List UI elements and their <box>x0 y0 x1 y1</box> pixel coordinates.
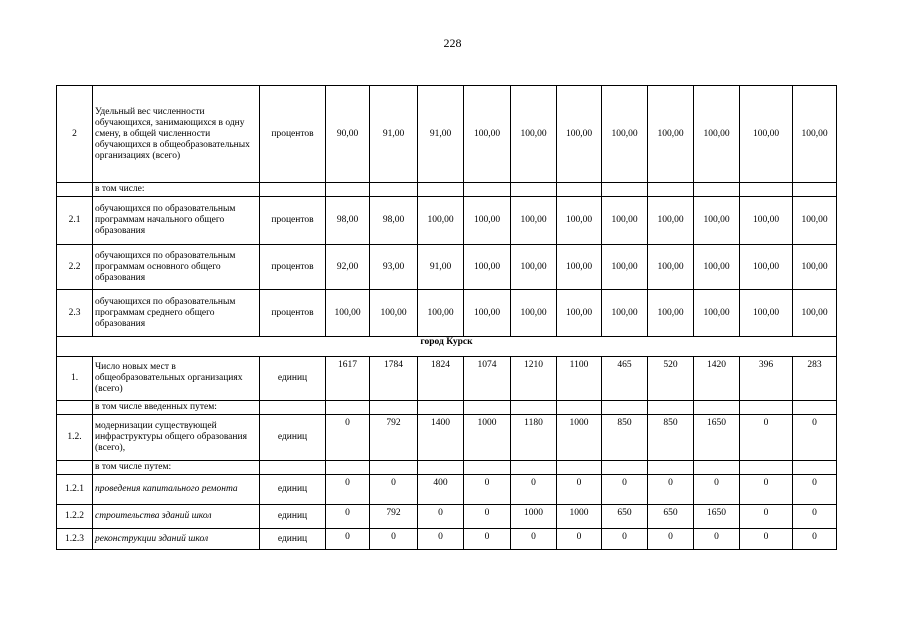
value-cell: 100,00 <box>370 290 418 337</box>
value-cell: 0 <box>418 505 464 529</box>
table-row <box>57 86 837 183</box>
value-cell: 465 <box>602 357 648 401</box>
value-cell: 100,00 <box>648 245 694 290</box>
value-cell <box>694 461 740 475</box>
value-cell: 0 <box>370 475 418 505</box>
row-number: 1.2. <box>57 415 93 461</box>
row-unit: процентов <box>260 290 326 337</box>
value-cell <box>511 183 557 197</box>
row-unit <box>260 401 326 415</box>
table-row <box>57 505 837 529</box>
value-cell <box>740 183 793 197</box>
table-row <box>57 415 837 461</box>
value-cell <box>326 183 370 197</box>
value-cell <box>740 401 793 415</box>
value-cell: 100,00 <box>464 290 511 337</box>
value-cell: 100,00 <box>511 86 557 183</box>
value-cell: 0 <box>418 529 464 550</box>
row-unit: процентов <box>260 245 326 290</box>
row-unit <box>260 183 326 197</box>
value-cell: 0 <box>557 529 602 550</box>
value-cell <box>370 401 418 415</box>
row-description: обучающихся по образовательным программам среднего общего образования <box>93 290 260 337</box>
value-cell: 0 <box>326 415 370 461</box>
row-description: Удельный вес численности обучающихся, занимающихся в одну смену, в общей численности обучающихся в общеобразовательных организациях (всего) <box>93 86 260 183</box>
value-cell <box>557 401 602 415</box>
value-cell: 0 <box>793 475 837 505</box>
page-number: 228 <box>443 36 462 50</box>
value-cell: 1000 <box>557 505 602 529</box>
value-cell: 100,00 <box>511 197 557 245</box>
value-cell: 792 <box>370 505 418 529</box>
table-row <box>57 461 837 475</box>
value-cell: 100,00 <box>557 197 602 245</box>
table-row <box>57 245 837 290</box>
value-cell <box>694 183 740 197</box>
value-cell: 0 <box>464 505 511 529</box>
value-cell <box>464 183 511 197</box>
value-cell: 100,00 <box>418 290 464 337</box>
value-cell: 100,00 <box>464 245 511 290</box>
value-cell: 100,00 <box>793 197 837 245</box>
value-cell: 1000 <box>511 505 557 529</box>
value-cell: 520 <box>648 357 694 401</box>
table-row <box>57 290 837 337</box>
value-cell <box>418 401 464 415</box>
value-cell: 0 <box>370 529 418 550</box>
value-cell: 0 <box>648 475 694 505</box>
value-cell: 100,00 <box>557 245 602 290</box>
value-cell: 100,00 <box>464 86 511 183</box>
value-cell: 100,00 <box>464 197 511 245</box>
value-cell: 0 <box>326 529 370 550</box>
row-description: в том числе: <box>93 183 260 197</box>
value-cell: 0 <box>464 529 511 550</box>
row-number: 2 <box>57 86 93 183</box>
value-cell <box>793 183 837 197</box>
value-cell: 0 <box>793 529 837 550</box>
value-cell: 850 <box>648 415 694 461</box>
row-number: 2.1 <box>57 197 93 245</box>
value-cell <box>740 461 793 475</box>
value-cell: 100,00 <box>602 290 648 337</box>
value-cell: 100,00 <box>694 86 740 183</box>
row-number: 1.2.3 <box>57 529 93 550</box>
value-cell: 0 <box>648 529 694 550</box>
value-cell <box>326 461 370 475</box>
row-description: Число новых мест в общеобразовательных организациях (всего) <box>93 357 260 401</box>
value-cell: 0 <box>740 505 793 529</box>
value-cell <box>511 461 557 475</box>
row-number: 1. <box>57 357 93 401</box>
value-cell: 100,00 <box>557 290 602 337</box>
value-cell: 100,00 <box>418 197 464 245</box>
value-cell: 792 <box>370 415 418 461</box>
value-cell <box>557 461 602 475</box>
value-cell: 0 <box>557 475 602 505</box>
row-unit: единиц <box>260 357 326 401</box>
row-number: 1.2.1 <box>57 475 93 505</box>
value-cell: 400 <box>418 475 464 505</box>
data-table <box>56 85 837 550</box>
value-cell: 1650 <box>694 415 740 461</box>
value-cell: 100,00 <box>694 290 740 337</box>
row-unit: единиц <box>260 415 326 461</box>
value-cell <box>370 183 418 197</box>
row-unit: единиц <box>260 475 326 505</box>
value-cell: 100,00 <box>793 290 837 337</box>
value-cell: 0 <box>326 475 370 505</box>
value-cell: 1210 <box>511 357 557 401</box>
value-cell <box>694 401 740 415</box>
table-row <box>57 183 837 197</box>
value-cell: 1824 <box>418 357 464 401</box>
row-unit: единиц <box>260 529 326 550</box>
value-cell: 100,00 <box>602 197 648 245</box>
value-cell: 0 <box>602 475 648 505</box>
value-cell: 100,00 <box>740 245 793 290</box>
value-cell: 0 <box>602 529 648 550</box>
value-cell: 0 <box>740 475 793 505</box>
value-cell <box>370 461 418 475</box>
value-cell <box>648 461 694 475</box>
value-cell: 1784 <box>370 357 418 401</box>
value-cell: 1420 <box>694 357 740 401</box>
row-description: проведения капитального ремонта <box>93 475 260 505</box>
value-cell: 91,00 <box>418 245 464 290</box>
row-unit: процентов <box>260 86 326 183</box>
value-cell <box>418 461 464 475</box>
row-description: строительства зданий школ <box>93 505 260 529</box>
city-header: город Курск <box>57 337 837 357</box>
row-description: обучающихся по образовательным программам начального общего образования <box>93 197 260 245</box>
value-cell: 0 <box>694 475 740 505</box>
value-cell <box>793 461 837 475</box>
row-description: модернизации существующей инфраструктуры общего образования (всего), <box>93 415 260 461</box>
value-cell: 100,00 <box>793 245 837 290</box>
value-cell: 100,00 <box>648 86 694 183</box>
row-unit <box>260 461 326 475</box>
value-cell <box>326 401 370 415</box>
value-cell: 100,00 <box>694 245 740 290</box>
row-number: 1.2.2 <box>57 505 93 529</box>
value-cell: 100,00 <box>648 197 694 245</box>
value-cell: 1000 <box>464 415 511 461</box>
value-cell: 93,00 <box>370 245 418 290</box>
value-cell: 100,00 <box>694 197 740 245</box>
value-cell: 0 <box>740 415 793 461</box>
value-cell: 0 <box>793 505 837 529</box>
value-cell: 0 <box>511 529 557 550</box>
value-cell <box>793 401 837 415</box>
value-cell: 100,00 <box>326 290 370 337</box>
value-cell: 650 <box>648 505 694 529</box>
value-cell: 91,00 <box>370 86 418 183</box>
value-cell: 0 <box>740 529 793 550</box>
value-cell: 1100 <box>557 357 602 401</box>
value-cell: 283 <box>793 357 837 401</box>
row-description: в том числе введенных путем: <box>93 401 260 415</box>
value-cell <box>602 461 648 475</box>
value-cell: 396 <box>740 357 793 401</box>
value-cell <box>511 401 557 415</box>
value-cell: 850 <box>602 415 648 461</box>
value-cell: 98,00 <box>370 197 418 245</box>
value-cell: 91,00 <box>418 86 464 183</box>
row-description: реконструкции зданий школ <box>93 529 260 550</box>
value-cell <box>602 183 648 197</box>
value-cell: 0 <box>793 415 837 461</box>
section-header-row <box>57 337 837 357</box>
value-cell: 0 <box>326 505 370 529</box>
value-cell: 100,00 <box>557 86 602 183</box>
table-row <box>57 529 837 550</box>
value-cell <box>648 401 694 415</box>
value-cell: 650 <box>602 505 648 529</box>
value-cell: 100,00 <box>740 86 793 183</box>
table-row <box>57 401 837 415</box>
row-number: 2.3 <box>57 290 93 337</box>
row-description: обучающихся по образовательным программам основного общего образования <box>93 245 260 290</box>
value-cell: 100,00 <box>648 290 694 337</box>
value-cell <box>602 401 648 415</box>
value-cell: 92,00 <box>326 245 370 290</box>
row-unit: единиц <box>260 505 326 529</box>
value-cell: 100,00 <box>511 290 557 337</box>
value-cell: 100,00 <box>602 245 648 290</box>
row-number: 2.2 <box>57 245 93 290</box>
row-number <box>57 401 93 415</box>
value-cell <box>648 183 694 197</box>
value-cell: 100,00 <box>602 86 648 183</box>
value-cell: 1074 <box>464 357 511 401</box>
value-cell <box>464 401 511 415</box>
value-cell: 0 <box>464 475 511 505</box>
value-cell <box>418 183 464 197</box>
value-cell: 1000 <box>557 415 602 461</box>
value-cell: 1400 <box>418 415 464 461</box>
value-cell: 100,00 <box>793 86 837 183</box>
value-cell: 100,00 <box>511 245 557 290</box>
table-row <box>57 475 837 505</box>
value-cell: 1617 <box>326 357 370 401</box>
value-cell: 90,00 <box>326 86 370 183</box>
row-unit: процентов <box>260 197 326 245</box>
value-cell: 1650 <box>694 505 740 529</box>
table-row <box>57 197 837 245</box>
row-number <box>57 461 93 475</box>
value-cell <box>557 183 602 197</box>
table-row <box>57 357 837 401</box>
row-number <box>57 183 93 197</box>
value-cell: 0 <box>511 475 557 505</box>
value-cell <box>464 461 511 475</box>
row-description: в том числе путем: <box>93 461 260 475</box>
value-cell: 100,00 <box>740 290 793 337</box>
value-cell: 98,00 <box>326 197 370 245</box>
value-cell: 100,00 <box>740 197 793 245</box>
value-cell: 0 <box>694 529 740 550</box>
value-cell: 1180 <box>511 415 557 461</box>
